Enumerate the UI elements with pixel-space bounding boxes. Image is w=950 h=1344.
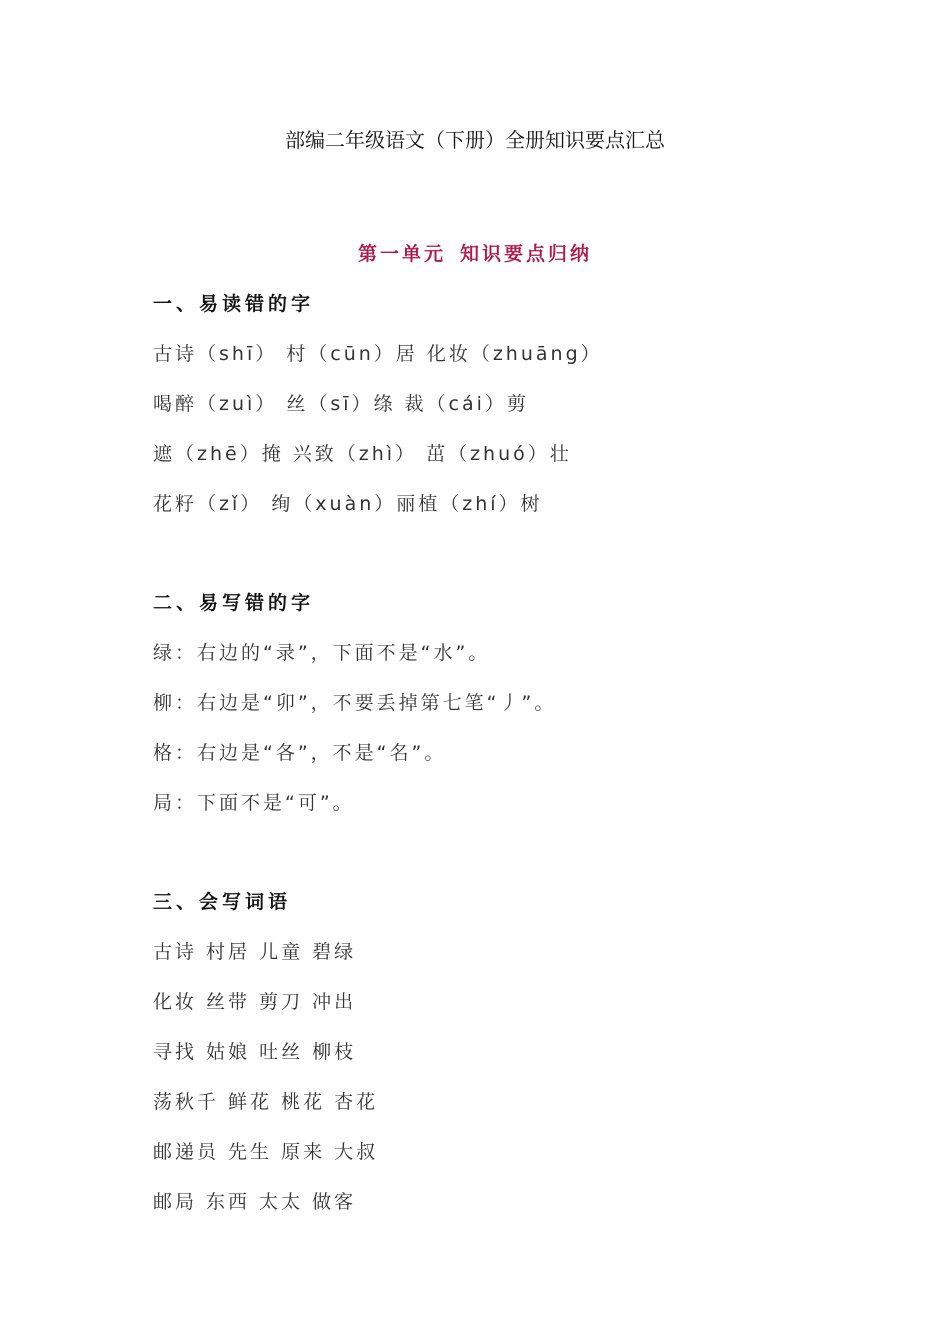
document-title: 部编二年级语文（下册）全册知识要点汇总 bbox=[285, 128, 665, 152]
content-line: 古诗（shī） 村（cūn）居 化妆（zhuāng） bbox=[153, 343, 603, 365]
unit-subtitle: 知识要点归纳 bbox=[460, 243, 593, 265]
section-heading-vocabulary: 三、会写词语 bbox=[153, 891, 292, 913]
vocab-line: 化妆 丝带 剪刀 冲出 bbox=[153, 991, 357, 1013]
vocab-line: 邮递员 先生 原来 大叔 bbox=[153, 1141, 379, 1163]
content-line: 局：下面不是“可”。 bbox=[153, 792, 355, 814]
vocab-line: 寻找 姑娘 吐丝 柳枝 bbox=[153, 1041, 357, 1063]
content-line: 花籽（zǐ） 绚（xuàn）丽植（zhí）树 bbox=[153, 493, 543, 515]
section-heading-easy-misread: 一、易读错的字 bbox=[153, 293, 315, 315]
vocab-line: 古诗 村居 儿童 碧绿 bbox=[153, 941, 357, 963]
section-heading-easy-miswrite: 二、易写错的字 bbox=[153, 592, 315, 614]
content-line: 遮（zhē）掩 兴致（zhì） 茁（zhuó）壮 bbox=[153, 443, 572, 465]
content-line: 格：右边是“各”，不是“名”。 bbox=[153, 742, 447, 764]
vocab-line: 荡秋千 鲜花 桃花 杏花 bbox=[153, 1091, 379, 1113]
unit-title bbox=[0, 239, 950, 266]
content-line: 柳：右边是“卯”，不要丢掉第七笔“丿”。 bbox=[153, 692, 557, 714]
vocab-line: 邮局 东西 太太 做客 bbox=[153, 1191, 357, 1213]
content-line: 喝醉（zuì） 丝（sī）绦 裁（cái）剪 bbox=[153, 393, 529, 415]
unit-label: 第一单元 bbox=[357, 243, 446, 265]
content-line: 绿：右边的“录”，下面不是“水”。 bbox=[153, 642, 491, 664]
